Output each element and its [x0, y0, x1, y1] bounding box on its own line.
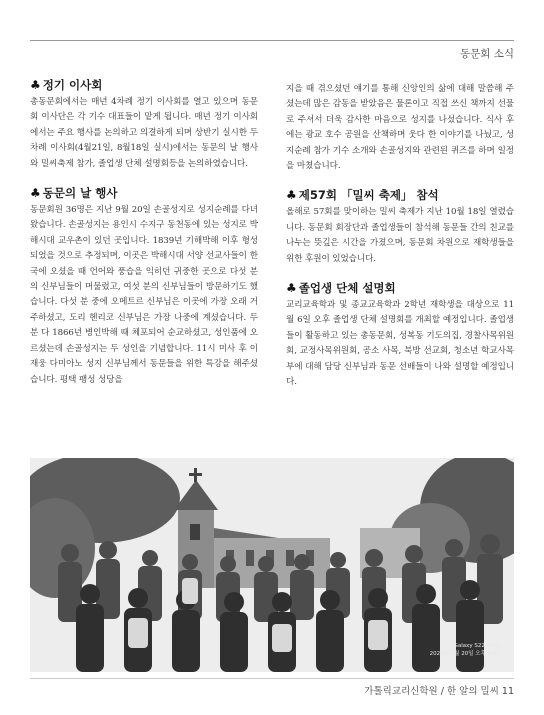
- article-title: 동문의 날 행사: [42, 186, 118, 201]
- article-body: 교리교육학과 및 종교교육학과 2학년 재학생을 대상으로 11월 6일 오후 졸업생 단체 설명회를 개최할 예정입니다. 졸업생들이 활동하고 있는 총동문회, 성복동 기도의집, 경찰사목위원회, 교정사목위원회, 공소 사목, 북방 선교회, 청소년 학교사목부에 대해 담당 신부님과 동문 선배들이 나와 설명할 예정입니다.: [286, 300, 514, 388]
- group-photo-illustration: [30, 458, 514, 672]
- article-heading: [30, 78, 258, 93]
- club-suit-icon: ♣: [30, 186, 41, 201]
- club-suit-icon: ♣: [30, 78, 41, 92]
- article-title: 졸업생 단체 설명회: [298, 281, 396, 296]
- article-heading: [286, 188, 514, 203]
- club-suit-icon: ♣: [286, 281, 297, 296]
- article-body: 총동문회에서는 매년 4차례 정기 이사회를 열고 있으며 동문회 이사단은 각 기수 대표들이 맡게 됩니다. 매년 정기 이사회에서는 주요 행사를 논의하고 의결하게 되며 상반기 실시한 두 차례 이사회(4월21일, 8월18일 실시)에서는 동문의 날 행사와 밀씨축제 참가, 졸업생 단체 설명회등을 논의하였습니다.: [30, 97, 258, 169]
- article-title: 제57회 「밀씨 축제」 참석: [298, 188, 439, 203]
- group-photo: [30, 458, 514, 672]
- article-body: 동문회원 36명은 지난 9월 20일 손골성지로 성지순례를 다녀왔습니다. 손골성지는 용인시 수지구 동천동에 있는 성지로 박해시대 교우촌이 있던 곳입니다. 1839년 기해박해 이후 형성되었을 것으로 추정되며, 이곳은 박해시대 서양 선교사들이 한국에 오셨을 때 언어와 풍습을 익히던 귀중한 곳으로 다섯 분의 신부님들이 머물렀고, 여섯 분의 신부님들이 방문하기도 했습니다. 다섯 분 중에 오메트르 신부님은 이곳에 가장 오래 거주하셨고, 도리 헨리코 신부님은 가장 나중에 계셨습니다. 두 분 다 1866년 병인박해 때 체포되어 순교하셨고, 성인품에 오르셨는데 손골성지는 두 성인을 기념합니다. 11시 미사 후 이재웅 다미아노 성지 신부님께서 동문들을 위한 특강을 해주셨습니다. 평택 팽성 성당을: [30, 205, 258, 385]
- photo-timestamp: 2025년 9월 20일 오후 1:47: [429, 651, 500, 657]
- left-column: [30, 78, 258, 388]
- section-title: 동문회 소식: [459, 48, 514, 60]
- article-body: 올해로 57회를 맞이하는 밀씨 축제가 지난 10월 18일 열렸습니다. 동문회 회장단과 졸업생들이 참석해 동문들 간의 친교를 나누는 뜻깊은 시간을 가졌으며, 동문회 차원으로 재학생들을 위한 후원이 있었습니다.: [286, 207, 514, 264]
- article-title: 정기 이사회: [42, 78, 103, 92]
- page-footer: 가톨릭교리신학원 / 한 알의 밀씨 11: [364, 686, 514, 697]
- bottom-rule: [30, 678, 514, 679]
- article-heading: [30, 186, 258, 201]
- article-heading: [286, 281, 514, 296]
- article-body-continued: 지을 때 겪으셨던 얘기를 통해 신앙인의 삶에 대해 말씀해 주셨는데 많은 감동을 받았음은 물론이고 직접 쓰신 책까지 선물로 주셔서 더욱 감사한 마음으로 성지를 나섰습니다. 식사 후에는 광교 호수 공원을 산책하며 웃다 한 이야기를 나눴고, 성지순례 참가 기수 소개와 손골성지와 관련된 퀴즈를 하며 일정을 마쳤습니다.: [286, 84, 514, 172]
- camera-watermark: [430, 642, 500, 658]
- top-rule: [30, 40, 514, 41]
- club-suit-icon: ♣: [286, 188, 297, 203]
- right-column: [286, 82, 514, 391]
- camera-label: Galaxy S22 Ultra: [453, 643, 500, 649]
